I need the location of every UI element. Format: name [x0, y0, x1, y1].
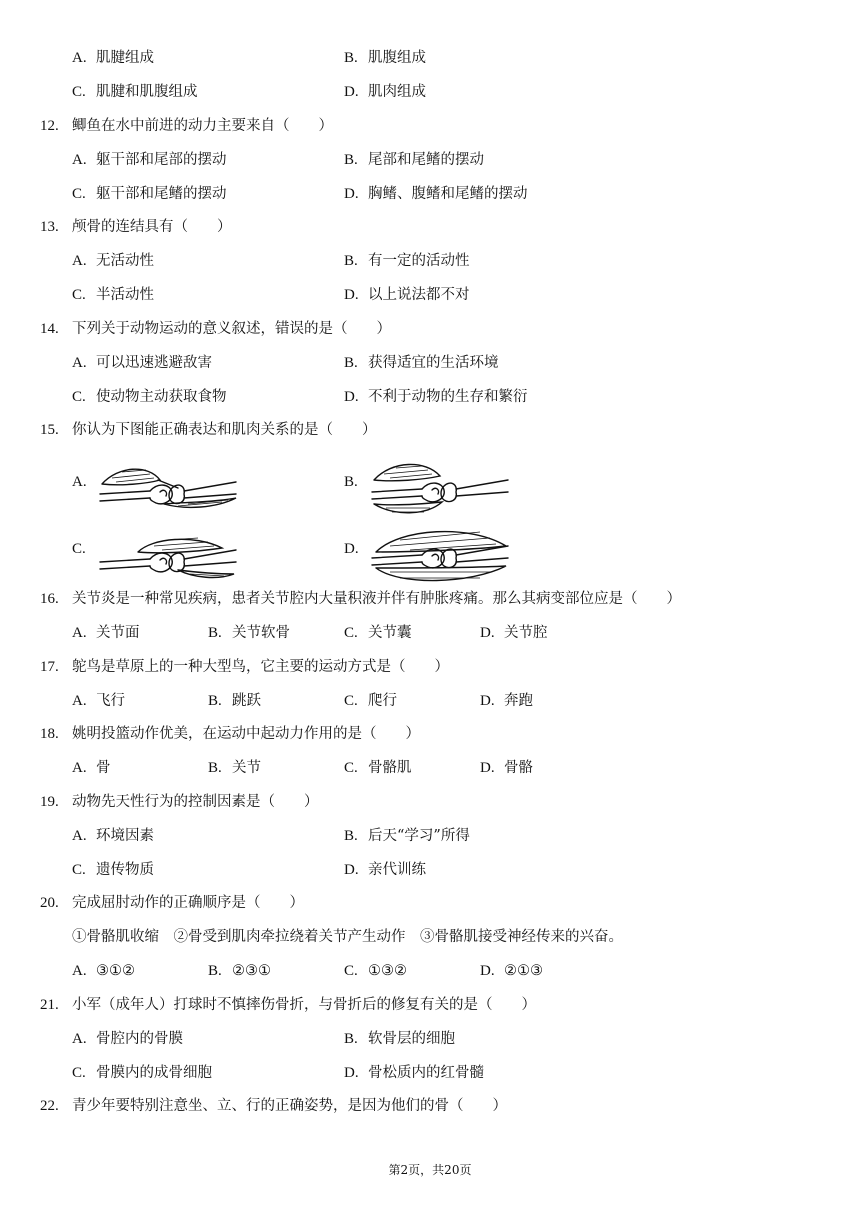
option-letter: C.: [72, 84, 86, 100]
option-text: 飞行: [96, 693, 125, 709]
option-text: 骨腔内的骨膜: [96, 1031, 183, 1047]
option-letter: A.: [72, 760, 87, 776]
option-text: 后天“学习”所得: [368, 828, 470, 844]
option-text: 遗传物质: [96, 862, 154, 878]
option-b[interactable]: [208, 621, 290, 645]
question-number: 17.: [40, 659, 59, 675]
option-text: 肌腱组成: [96, 50, 154, 66]
option-letter: A.: [72, 355, 87, 371]
option-d[interactable]: [480, 959, 543, 983]
option-letter: B.: [344, 474, 358, 490]
option-text: 爬行: [368, 693, 397, 709]
bone-muscle-diagram-c: [98, 526, 240, 594]
question-text: 鸵鸟是草原上的一种大型鸟，它主要的运动方式是（ ）: [72, 659, 449, 675]
option-b[interactable]: [344, 148, 484, 172]
option-letter: C.: [72, 287, 86, 303]
question-text: 完成屈肘动作的正确顺序是（ ）: [72, 895, 304, 911]
question-text: 小军（成年人）打球时不慎摔伤骨折，与骨折后的修复有关的是（ ）: [72, 997, 536, 1013]
option-letter: B.: [344, 1031, 358, 1047]
option-a[interactable]: [72, 249, 154, 273]
option-text: 奔跑: [504, 693, 533, 709]
option-b[interactable]: [344, 824, 470, 848]
option-text: 肌腹组成: [368, 50, 426, 66]
option-a[interactable]: [72, 959, 135, 983]
question-number: 16.: [40, 591, 59, 607]
option-a[interactable]: [72, 351, 212, 375]
option-text: 亲代训练: [368, 862, 426, 878]
bone-muscle-diagram-d: [370, 522, 512, 590]
option-b[interactable]: [208, 756, 261, 780]
option-d[interactable]: [480, 621, 548, 645]
option-text: 躯干部和尾部的摆动: [96, 152, 227, 168]
option-c[interactable]: [72, 182, 227, 206]
bone-muscle-diagram-b: [370, 456, 512, 524]
option-letter: A.: [72, 693, 87, 709]
option-d[interactable]: [344, 182, 528, 206]
option-a[interactable]: [72, 824, 154, 848]
option-text: 半活动性: [96, 287, 154, 303]
question-number: 14.: [40, 321, 59, 337]
option-d[interactable]: [344, 283, 470, 307]
option-a[interactable]: [72, 689, 125, 713]
question-text: 鲫鱼在水中前进的动力主要来自（ ）: [72, 118, 333, 134]
question-number: 22.: [40, 1098, 59, 1114]
question-text: 你认为下图能正确表达和肌肉关系的是（ ）: [72, 422, 377, 438]
option-b[interactable]: [344, 1027, 455, 1051]
option-letter: A.: [72, 1031, 87, 1047]
question-number: 12.: [40, 118, 59, 134]
option-text: 获得适宜的生活环境: [368, 355, 499, 371]
option-letter: D.: [344, 1065, 359, 1081]
option-text: 尾部和尾鳍的摆动: [368, 152, 484, 168]
option-text: 躯干部和尾鳍的摆动: [96, 186, 227, 202]
option-c[interactable]: [72, 858, 154, 882]
option-d[interactable]: [344, 1061, 484, 1085]
option-text: 有一定的活动性: [368, 253, 470, 269]
question-22: [40, 1094, 507, 1118]
option-letter: D.: [344, 287, 359, 303]
option-letter: C.: [344, 625, 358, 641]
option-c[interactable]: [344, 621, 412, 645]
option-text: 以上说法都不对: [368, 287, 470, 303]
option-text: 跳跃: [232, 693, 261, 709]
option-a[interactable]: [72, 756, 111, 780]
option-text: 关节: [232, 760, 261, 776]
option-c[interactable]: [344, 756, 412, 780]
option-letter: B.: [344, 828, 358, 844]
option-letter: C.: [344, 760, 358, 776]
question-text: 颅骨的连结具有（ ）: [72, 219, 232, 235]
question-21: [40, 993, 536, 1017]
figure-option-d[interactable]: [344, 537, 368, 561]
option-letter: D.: [344, 862, 359, 878]
option-text: 胸鳍、腹鳍和尾鳍的摆动: [368, 186, 528, 202]
option-d[interactable]: [480, 689, 533, 713]
option-letter: B.: [344, 253, 358, 269]
figure-option-c[interactable]: [72, 537, 96, 561]
option-letter: D.: [480, 693, 495, 709]
option-d[interactable]: [344, 858, 426, 882]
option-a[interactable]: [72, 46, 154, 70]
option-text: 无活动性: [96, 253, 154, 269]
option-letter: C.: [72, 389, 86, 405]
option-letter: C.: [344, 693, 358, 709]
option-c[interactable]: [344, 959, 407, 983]
option-b[interactable]: [344, 249, 470, 273]
option-a[interactable]: [72, 621, 140, 645]
option-b[interactable]: [208, 959, 271, 983]
option-a[interactable]: [72, 1027, 183, 1051]
option-a[interactable]: [72, 148, 227, 172]
option-letter: D.: [344, 186, 359, 202]
option-text: 骨骼: [504, 760, 533, 776]
question-14: [40, 317, 391, 341]
option-letter: D.: [480, 625, 495, 641]
question-text: 下列关于动物运动的意义叙述，错误的是（ ）: [72, 321, 391, 337]
option-text: 骨松质内的红骨髓: [368, 1065, 484, 1081]
option-letter: D.: [344, 84, 359, 100]
option-d[interactable]: [344, 80, 426, 104]
option-letter: D.: [344, 541, 359, 557]
option-text: ②①③: [504, 963, 543, 979]
question-20: [40, 891, 304, 915]
option-letter: D.: [480, 760, 495, 776]
option-letter: C.: [72, 862, 86, 878]
option-letter: D.: [480, 963, 495, 979]
figure-option-a[interactable]: [72, 470, 96, 494]
option-letter: B.: [208, 625, 222, 641]
figure-option-b[interactable]: [344, 470, 368, 494]
option-letter: A.: [72, 253, 87, 269]
option-letter: A.: [72, 625, 87, 641]
option-text: 肌肉组成: [368, 84, 426, 100]
question-text: 关节炎是一种常见疾病，患者关节腔内大量积液并伴有肿胀疼痛。那么其病变部位应是（ ）: [72, 591, 681, 607]
option-letter: B.: [208, 760, 222, 776]
option-letter: A.: [72, 474, 87, 490]
option-text: 关节囊: [368, 625, 412, 641]
option-text: 骨: [96, 760, 111, 776]
option-text: 使动物主动获取食物: [96, 389, 227, 405]
option-letter: C.: [72, 186, 86, 202]
option-c[interactable]: [72, 80, 198, 104]
option-letter: B.: [208, 693, 222, 709]
option-letter: A.: [72, 963, 87, 979]
question-text: 动物先天性行为的控制因素是（ ）: [72, 794, 319, 810]
question-12: [40, 114, 333, 138]
option-text: ①③②: [368, 963, 407, 979]
option-d[interactable]: [344, 385, 528, 409]
option-text: 关节软骨: [232, 625, 290, 641]
question-number: 19.: [40, 794, 59, 810]
question-number: 18.: [40, 726, 59, 742]
option-letter: C.: [72, 541, 86, 557]
question-15: [40, 418, 377, 442]
question-number: 15.: [40, 422, 59, 438]
option-letter: C.: [344, 963, 358, 979]
option-text: 关节面: [96, 625, 140, 641]
option-letter: A.: [72, 50, 87, 66]
option-d[interactable]: [480, 756, 533, 780]
option-letter: D.: [344, 389, 359, 405]
question-17: [40, 655, 449, 679]
option-b[interactable]: [344, 46, 426, 70]
option-text: ③①②: [96, 963, 135, 979]
option-letter: B.: [344, 50, 358, 66]
option-text: 可以迅速逃避敌害: [96, 355, 212, 371]
question-subtext: ①骨骼肌收缩 ②骨受到肌肉牵拉绕着关节产生动作 ③骨骼肌接受神经传来的兴奋。: [72, 929, 623, 945]
option-text: 软骨层的细胞: [368, 1031, 455, 1047]
option-letter: B.: [344, 152, 358, 168]
bone-muscle-diagram-a: [98, 458, 240, 526]
option-text: 环境因素: [96, 828, 154, 844]
option-text: 不利于动物的生存和繁衍: [368, 389, 528, 405]
question-number: 20.: [40, 895, 59, 911]
option-text: ②③①: [232, 963, 271, 979]
option-letter: C.: [72, 1065, 86, 1081]
question-number: 13.: [40, 219, 59, 235]
option-letter: A.: [72, 828, 87, 844]
question-number: 21.: [40, 997, 59, 1013]
question-text: 姚明投篮动作优美，在运动中起动力作用的是（ ）: [72, 726, 420, 742]
option-b[interactable]: [208, 689, 261, 713]
option-letter: B.: [208, 963, 222, 979]
option-text: 关节腔: [504, 625, 548, 641]
option-c[interactable]: [72, 385, 227, 409]
question-18: [40, 722, 420, 746]
question-text: 青少年要特别注意坐、立、行的正确姿势，是因为他们的骨（ ）: [72, 1098, 507, 1114]
question-19: [40, 790, 319, 814]
page-footer: 第2页，共20页: [388, 1163, 472, 1177]
option-letter: A.: [72, 152, 87, 168]
option-c[interactable]: [344, 689, 397, 713]
option-c[interactable]: [72, 1061, 212, 1085]
option-text: 肌腱和肌腹组成: [96, 84, 198, 100]
option-letter: B.: [344, 355, 358, 371]
question-13: [40, 215, 232, 239]
option-text: 骨膜内的成骨细胞: [96, 1065, 212, 1081]
option-text: 骨骼肌: [368, 760, 412, 776]
option-c[interactable]: [72, 283, 154, 307]
option-b[interactable]: [344, 351, 499, 375]
